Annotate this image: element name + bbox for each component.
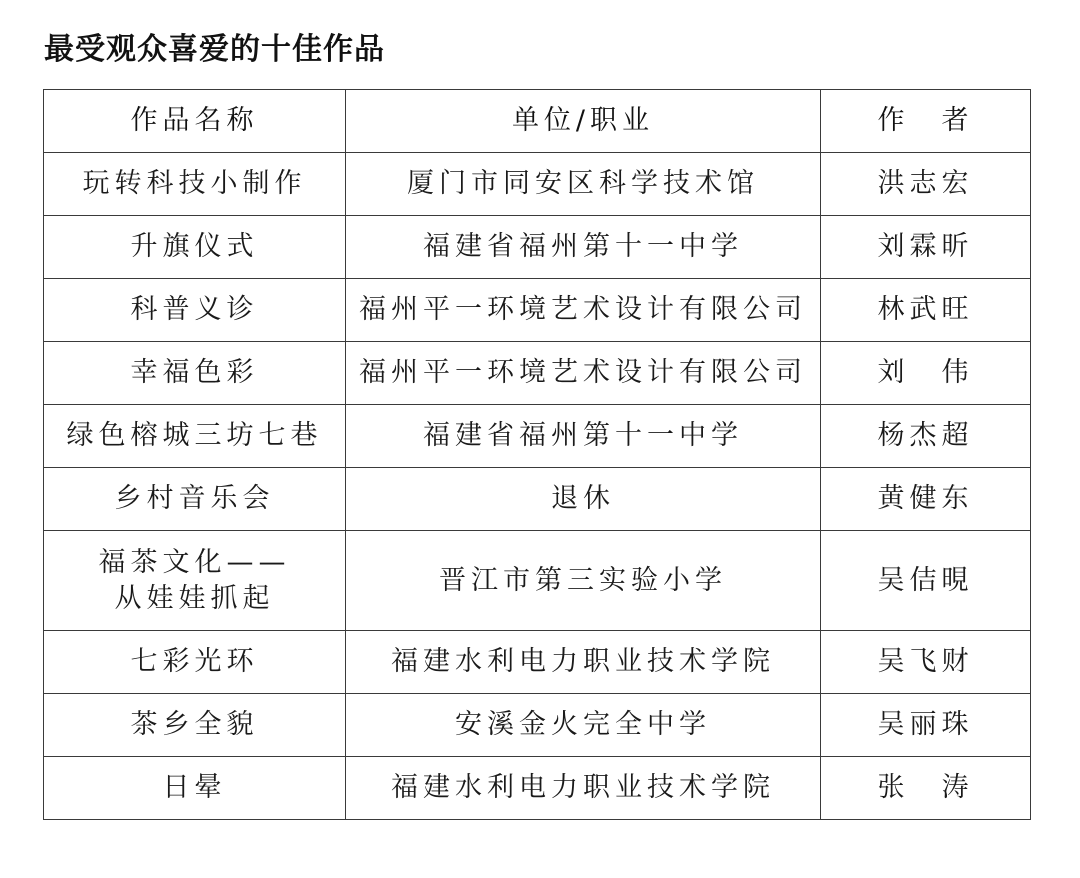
table-row	[44, 405, 1031, 468]
table-row	[44, 153, 1031, 216]
author-cell: 洪志宏	[821, 153, 1031, 216]
work-title-cell: 幸福色彩	[44, 342, 346, 405]
work-title-cell: 科普义诊	[44, 279, 346, 342]
author-cell: 吴佶晛	[821, 531, 1031, 631]
author-cell: 黄健东	[821, 468, 1031, 531]
unit-cell: 晋江市第三实验小学	[346, 531, 821, 631]
table-row	[44, 279, 1031, 342]
unit-cell: 福建水利电力职业技术学院	[346, 757, 821, 820]
unit-cell: 安溪金火完全中学	[346, 694, 821, 757]
author-cell: 吴飞财	[821, 631, 1031, 694]
unit-cell: 福建水利电力职业技术学院	[346, 631, 821, 694]
work-title-cell: 福茶文化—— 从娃娃抓起	[44, 531, 346, 631]
header-work-title: 作品名称	[44, 90, 346, 153]
unit-cell: 退休	[346, 468, 821, 531]
author-cell: 张 涛	[821, 757, 1031, 820]
unit-cell: 福州平一环境艺术设计有限公司	[346, 279, 821, 342]
header-author: 作 者	[821, 90, 1031, 153]
author-cell: 杨杰超	[821, 405, 1031, 468]
unit-cell: 福建省福州第十一中学	[346, 216, 821, 279]
work-title-cell: 玩转科技小制作	[44, 153, 346, 216]
page-title: 最受观众喜爱的十佳作品	[44, 32, 385, 67]
author-cell: 刘 伟	[821, 342, 1031, 405]
work-title-cell: 茶乡全貌	[44, 694, 346, 757]
work-title-cell: 绿色榕城三坊七巷	[44, 405, 346, 468]
table-row	[44, 694, 1031, 757]
header-unit: 单位/职业	[346, 90, 821, 153]
table-row	[44, 216, 1031, 279]
author-cell: 刘霖昕	[821, 216, 1031, 279]
table-row	[44, 342, 1031, 405]
author-cell: 林武旺	[821, 279, 1031, 342]
work-title-cell: 升旗仪式	[44, 216, 346, 279]
unit-cell: 福州平一环境艺术设计有限公司	[346, 342, 821, 405]
unit-cell: 福建省福州第十一中学	[346, 405, 821, 468]
work-title-cell: 乡村音乐会	[44, 468, 346, 531]
table-header-row	[44, 90, 1031, 153]
work-title-cell: 七彩光环	[44, 631, 346, 694]
unit-cell: 厦门市同安区科学技术馆	[346, 153, 821, 216]
awards-table	[43, 89, 1031, 820]
table-row	[44, 631, 1031, 694]
work-title-cell: 日晕	[44, 757, 346, 820]
author-cell: 吴丽珠	[821, 694, 1031, 757]
table-row	[44, 531, 1031, 631]
table-row	[44, 468, 1031, 531]
table-row	[44, 757, 1031, 820]
